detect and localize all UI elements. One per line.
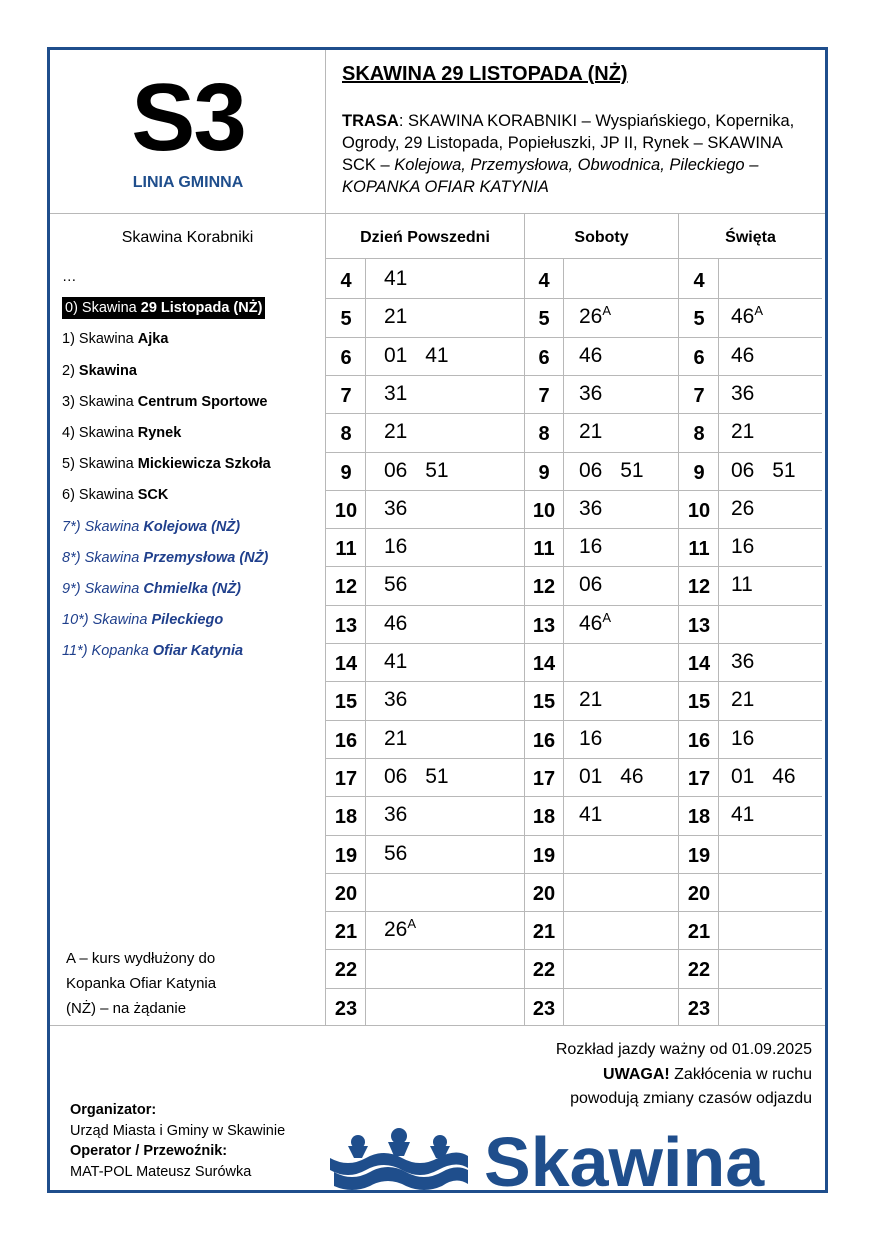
saturday-hour: 10 xyxy=(532,499,556,522)
stop-item xyxy=(62,387,322,418)
weekday-hour: 18 xyxy=(334,806,358,829)
stop-prefix: 5) Skawina xyxy=(62,456,138,473)
weekday-hour: 16 xyxy=(334,729,358,752)
stop-name: 29 Listopada (NŻ) xyxy=(140,300,263,317)
validity-date: Rozkład jazdy ważny od 01.09.2025 xyxy=(555,1041,812,1058)
holiday-hour: 21 xyxy=(687,921,711,944)
holiday-minutes: 46 xyxy=(731,343,755,367)
holiday-minutes: $46^A$ xyxy=(731,303,764,329)
weekday-minutes: 31 xyxy=(384,381,408,405)
weekday-minutes: 56 xyxy=(384,841,408,865)
stop-item xyxy=(62,636,322,667)
holiday-minutes: 36 xyxy=(731,381,755,405)
row-divider xyxy=(326,298,822,299)
saturday-minutes: 36 xyxy=(579,381,603,405)
stop-prefix: 0) Skawina xyxy=(65,300,141,317)
row-divider xyxy=(326,337,822,338)
holiday-column-head: Święta xyxy=(725,228,776,246)
stop-item xyxy=(62,356,322,387)
divider-weekday-hour xyxy=(365,259,366,1025)
saturday-minutes: 46 xyxy=(579,343,603,367)
stop-prefix: 4) Skawina xyxy=(62,424,138,441)
weekday-hour: 12 xyxy=(334,576,358,599)
holiday-minutes: 16 xyxy=(731,726,755,750)
weekday-hour: 7 xyxy=(340,384,352,407)
divider-header xyxy=(50,213,825,214)
saturday-hour: 13 xyxy=(532,614,556,637)
weekday-minutes: $26^A$ xyxy=(384,916,417,942)
divider-holiday xyxy=(678,213,679,1025)
saturday-hour: 11 xyxy=(533,538,555,561)
route-label: TRASA xyxy=(342,112,399,130)
crown-icon xyxy=(330,1128,468,1190)
line-type: LINIA GMINNA xyxy=(132,174,244,191)
stop-name: Ajka xyxy=(137,331,169,348)
stop-prefix: 1) Skawina xyxy=(62,331,138,348)
saturday-minutes: 01 46 xyxy=(579,764,644,788)
holiday-hour: 22 xyxy=(687,959,711,982)
stop-name: Kolejowa (NŻ) xyxy=(143,518,241,535)
saturday-hour: 8 xyxy=(538,423,550,446)
holiday-hour: 19 xyxy=(687,844,711,867)
stop-name: Chmielka (NŻ) xyxy=(143,580,241,597)
holiday-minutes: 41 xyxy=(731,803,755,827)
weekday-minutes: 41 xyxy=(384,650,408,673)
weekday-hour: 20 xyxy=(334,882,358,905)
stop-item xyxy=(62,262,322,293)
organizer-label: Organizator: xyxy=(70,1102,157,1118)
weekday-minutes: 21 xyxy=(384,305,408,329)
stop-item xyxy=(62,449,322,480)
current-stop xyxy=(62,293,322,324)
holiday-hour: 23 xyxy=(687,997,711,1020)
weekday-minutes: 06 51 xyxy=(384,458,449,482)
stop-name: SCK xyxy=(137,487,169,504)
weekday-minutes: 06 51 xyxy=(384,764,449,788)
stop-name: Pileckiego xyxy=(151,612,224,629)
saturday-hour: 5 xyxy=(538,308,550,331)
weekday-hour: 11 xyxy=(335,538,357,561)
weekday-hour: 15 xyxy=(334,691,358,714)
holiday-hour: 14 xyxy=(687,653,711,675)
saturday-hour: 23 xyxy=(532,997,556,1020)
weekday-hour: 13 xyxy=(334,614,358,637)
divider-saturday xyxy=(524,213,525,1025)
stop-item xyxy=(62,480,322,511)
weekday-hour: 6 xyxy=(340,346,352,369)
stop-prefix: 2) xyxy=(62,362,79,379)
holiday-hour: 8 xyxy=(693,423,705,446)
holiday-hour: 17 xyxy=(687,767,711,790)
row-divider xyxy=(326,375,822,376)
saturday-hour: 22 xyxy=(532,959,556,982)
weekday-hour: 10 xyxy=(334,499,358,522)
divider-holiday-hour xyxy=(718,259,719,1025)
weekday-hour: 21 xyxy=(334,921,358,944)
line-number: S3 xyxy=(131,64,245,171)
weekday-hour: 14 xyxy=(334,653,358,675)
weekday-minutes: 56 xyxy=(384,573,408,597)
row-divider xyxy=(326,720,822,721)
saturday-minutes: 06 51 xyxy=(579,458,644,482)
saturday-minutes: 21 xyxy=(579,420,603,444)
saturday-minutes: $26^A$ xyxy=(579,303,612,329)
legend-notes xyxy=(66,946,306,1021)
row-divider xyxy=(326,528,822,529)
saturday-minutes: 16 xyxy=(579,726,603,750)
weekday-minutes: 36 xyxy=(384,688,408,712)
holiday-minutes: 01 46 xyxy=(731,764,796,788)
weekday-minutes: 21 xyxy=(384,726,408,750)
warning-label: UWAGA! xyxy=(603,1065,670,1083)
holiday-minutes: 11 xyxy=(731,573,753,597)
divider-saturday-hour xyxy=(563,259,564,1025)
divider-vertical-main xyxy=(325,50,326,1025)
holiday-hour: 7 xyxy=(693,384,705,407)
holiday-hour: 10 xyxy=(687,499,711,522)
weekday-hour: 23 xyxy=(334,997,358,1020)
holiday-hour: 9 xyxy=(693,461,705,484)
row-divider xyxy=(326,643,822,644)
holiday-hour: 6 xyxy=(693,346,705,369)
saturday-minutes: 06 xyxy=(579,573,603,597)
saturday-hour: 14 xyxy=(532,653,556,675)
operator-label: Operator / Przewoźnik: xyxy=(70,1143,228,1159)
weekday-hour: 22 xyxy=(334,959,358,982)
saturday-hour: 9 xyxy=(538,461,550,484)
stop-name: Przemysłowa (NŻ) xyxy=(143,549,269,566)
row-divider xyxy=(326,566,822,567)
saturday-hour: 19 xyxy=(532,844,556,867)
row-divider xyxy=(326,988,822,989)
saturday-hour: 17 xyxy=(532,767,556,790)
weekday-minutes: 16 xyxy=(384,535,408,559)
stop-prefix: 7*) Skawina xyxy=(62,518,144,535)
weekday-minutes: 01 41 xyxy=(384,343,449,367)
holiday-minutes: 06 51 xyxy=(731,458,796,482)
holiday-minutes: 36 xyxy=(731,650,755,673)
warning-line xyxy=(556,1063,812,1088)
legend-note-nz: (NŻ) – na żądanie xyxy=(66,1000,187,1017)
weekday-hour: 4 xyxy=(340,270,352,292)
holiday-hour: 11 xyxy=(688,538,710,561)
legend-note-a2: Kopanka Ofiar Katynia xyxy=(66,975,217,992)
stop-title: SKAWINA 29 LISTOPADA (NŻ) xyxy=(342,63,628,85)
weekday-minutes: 46 xyxy=(384,611,408,635)
saturday-minutes: $46^A$ xyxy=(579,609,612,635)
stop-item xyxy=(62,512,322,543)
stop-item xyxy=(62,418,322,449)
legend-note-a1: A – kurs wydłużony do xyxy=(66,950,216,967)
stop-prefix: … xyxy=(62,269,77,285)
row-divider xyxy=(326,681,822,682)
stop-name: Mickiewicza Szkoła xyxy=(137,456,271,473)
stop-name: Centrum Sportowe xyxy=(137,393,268,410)
row-divider xyxy=(326,452,822,453)
weekday-hour: 19 xyxy=(334,844,358,867)
row-divider xyxy=(326,796,822,797)
weekday-hour: 9 xyxy=(340,461,352,484)
saturday-minutes: 16 xyxy=(579,535,603,559)
logo-wordmark: Skawina xyxy=(484,1128,765,1190)
holiday-minutes: 21 xyxy=(731,420,755,444)
row-divider xyxy=(326,605,822,606)
row-divider xyxy=(326,413,822,414)
stop-name: Rynek xyxy=(137,424,182,441)
route-extension: Kolejowa, Przemysłowa, Obwodnica, Pileckiego – KOPANKA OFIAR KATYNIA xyxy=(342,156,759,196)
saturday-minutes: 41 xyxy=(579,803,603,827)
stop-item xyxy=(62,605,322,636)
stops-list xyxy=(62,262,322,667)
weekday-minutes: 41 xyxy=(384,267,408,290)
saturday-hour: 20 xyxy=(532,882,556,905)
validity-notice xyxy=(556,1038,812,1112)
row-divider xyxy=(326,490,822,491)
weekday-minutes: 36 xyxy=(384,803,408,827)
row-divider xyxy=(326,758,822,759)
holiday-minutes: 16 xyxy=(731,535,755,559)
stop-name: Ofiar Katynia xyxy=(152,643,244,660)
route-description xyxy=(342,110,812,198)
stop-prefix: 10*) Skawina xyxy=(62,612,152,629)
row-divider xyxy=(326,873,822,874)
holiday-hour: 5 xyxy=(693,308,705,331)
weekday-minutes: 21 xyxy=(384,420,408,444)
divider-footer xyxy=(50,1025,825,1026)
saturday-hour: 16 xyxy=(532,729,556,752)
holiday-minutes: 21 xyxy=(731,688,755,712)
skawina-logo xyxy=(328,1128,822,1190)
weekday-hour: 5 xyxy=(340,308,352,331)
stop-item xyxy=(62,324,322,355)
stop-item xyxy=(62,574,322,605)
holiday-hour: 4 xyxy=(693,270,705,292)
stops-column-head: Skawina Korabniki xyxy=(121,228,254,246)
route-main: : SKAWINA KORABNIKI – Wyspiańskiego, Kopernika, Ogrody, 29 Listopada, Popiełuszki, JP II, Rynek – SKAWINA SCK – xyxy=(342,112,795,174)
saturday-hour: 7 xyxy=(538,384,550,407)
saturday-hour: 4 xyxy=(538,270,550,292)
stop-prefix: 6) Skawina xyxy=(62,487,138,504)
weekday-hour: 8 xyxy=(340,423,352,446)
row-divider xyxy=(326,835,822,836)
holiday-minutes: 26 xyxy=(731,496,755,520)
row-divider xyxy=(326,949,822,950)
saturday-hour: 6 xyxy=(538,346,550,369)
stop-prefix: 11*) Kopanka xyxy=(62,643,153,660)
saturday-hour: 18 xyxy=(532,806,556,829)
holiday-hour: 20 xyxy=(687,882,711,905)
saturday-hour: 15 xyxy=(532,691,556,714)
holiday-hour: 15 xyxy=(687,691,711,714)
holiday-hour: 18 xyxy=(687,806,711,829)
saturday-minutes: 21 xyxy=(579,688,603,712)
saturday-column-head: Soboty xyxy=(574,228,629,246)
stop-prefix: 3) Skawina xyxy=(62,393,138,410)
warning-line-2: powodują zmiany czasów odjazdu xyxy=(570,1090,812,1107)
saturday-hour: 12 xyxy=(532,576,556,599)
organizers xyxy=(70,1100,285,1182)
stop-prefix: 8*) Skawina xyxy=(62,549,144,566)
row-divider xyxy=(326,911,822,912)
weekday-minutes: 36 xyxy=(384,496,408,520)
stop-prefix: 9*) Skawina xyxy=(62,580,144,597)
organizer-name: Urząd Miasta i Gminy w Skawinie xyxy=(70,1122,286,1139)
weekday-hour: 17 xyxy=(334,767,358,790)
holiday-hour: 13 xyxy=(687,614,711,637)
holiday-hour: 16 xyxy=(687,729,711,752)
warning-text: Zakłócenia w ruchu xyxy=(669,1065,812,1083)
saturday-minutes: 36 xyxy=(579,496,603,520)
stop-name: Skawina xyxy=(78,362,137,379)
weekday-column-head: Dzień Powszedni xyxy=(360,228,490,246)
stop-item xyxy=(62,543,322,574)
holiday-hour: 12 xyxy=(687,576,711,599)
saturday-hour: 21 xyxy=(532,921,556,944)
operator-name: MAT-POL Mateusz Surówka xyxy=(70,1163,252,1180)
